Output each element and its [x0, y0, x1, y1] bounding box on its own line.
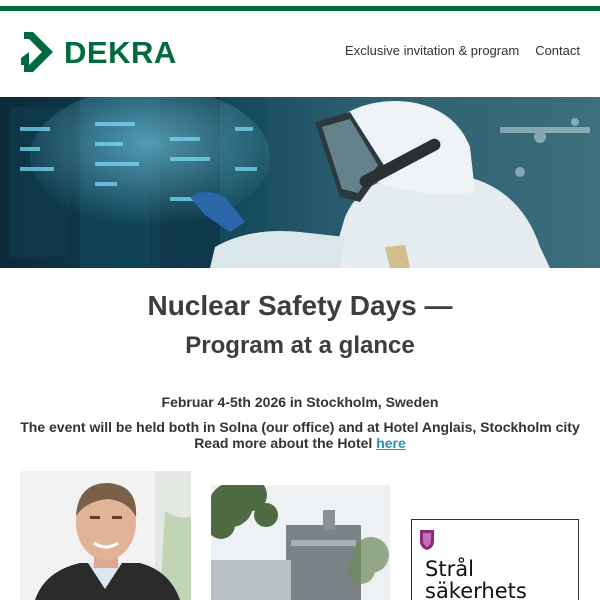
event-title: Nuclear Safety Days — [147, 290, 453, 321]
partner-logo[interactable] [411, 519, 579, 600]
partner-logo-line1: Strål [425, 557, 474, 581]
dekra-logo[interactable] [20, 31, 177, 73]
event-subtitle: Program at a glance [185, 332, 415, 359]
nav-item-invitation[interactable]: Exclusive invitation & program [345, 43, 520, 58]
shield-icon [419, 529, 435, 551]
hero-image [0, 97, 600, 268]
nav-item-contact[interactable]: Contact [535, 43, 580, 58]
speaker-portrait-image [20, 471, 191, 600]
main-nav [345, 43, 580, 58]
brand-name: DEKRA [64, 34, 177, 70]
speaker-photo [20, 471, 191, 600]
header [0, 11, 600, 97]
lab-worker-illustration [0, 97, 600, 268]
partner-logo-line2: säkerhets [425, 579, 527, 600]
dekra-chevron-icon [20, 31, 56, 73]
hotel-info [0, 435, 600, 451]
partner-logo-text [425, 558, 527, 600]
building-image [211, 485, 390, 600]
hotel-info-text: Read more about the Hotel [194, 435, 377, 451]
hotel-link[interactable]: here [376, 435, 406, 451]
event-venue: The event will be held both in Solna (our office) and at Hotel Anglais, Stockholm city [20, 419, 580, 435]
building-photo [211, 485, 390, 600]
event-date: Februar 4-5th 2026 in Stockholm, Sweden [161, 394, 439, 410]
